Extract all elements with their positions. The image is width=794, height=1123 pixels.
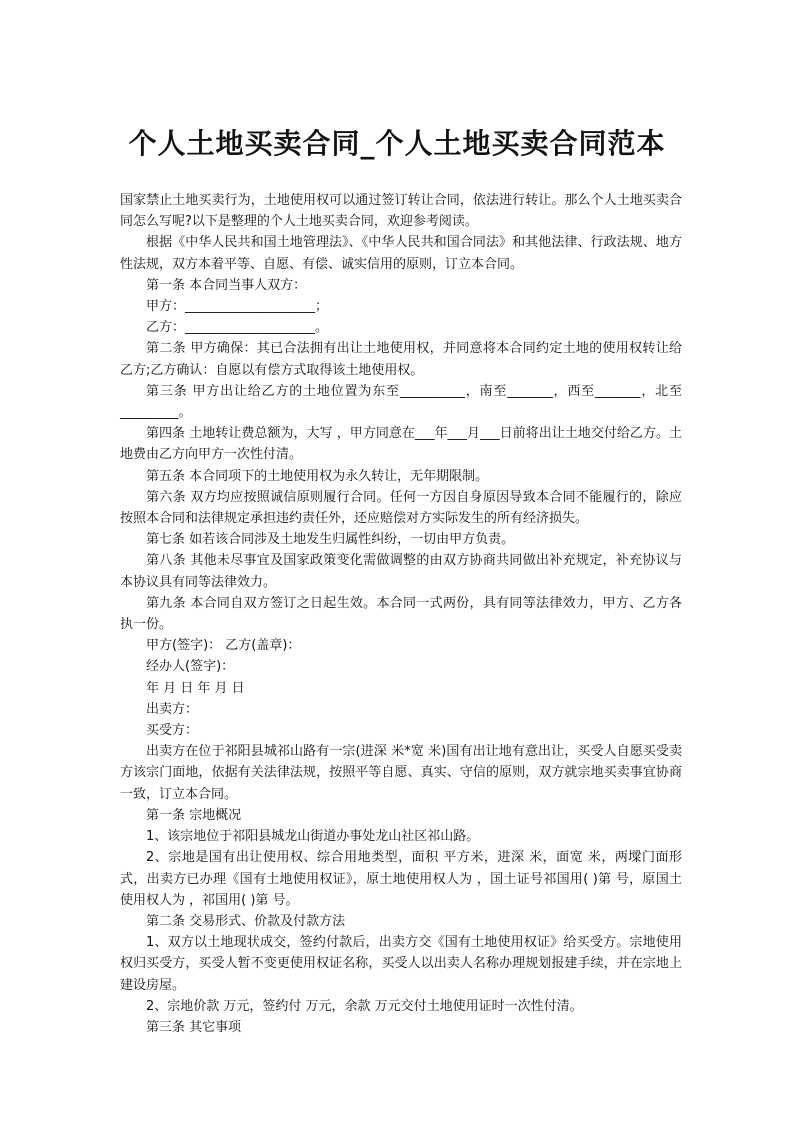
paragraph: 第二条 甲方确保：其已合法拥有出让土地使用权，并同意将本合同约定土地的使用权转让给乙方;乙方确认：自愿以有偿方式取得该土地使用权。 [120,341,682,378]
paragraph: 甲方：____________________； [146,299,329,315]
paragraph: 第八条 其他未尽事宜及国家政策变化需做调整的由双方协商共同做出补充规定，补充协议与本协议具有同等法律效力。 [120,553,682,590]
paragraph: 2、宗地价款 万元，签约付 万元，余款 万元交付土地使用证时一次性付清。 [146,998,583,1014]
paragraph: 乙方：____________________。 [146,320,329,336]
paragraph: 1、双方以土地现状成交，签约付款后，出卖方交《国有土地使用权证》给买受方。宗地使用权归买受方，买受人暂不变更使用权证名称，买受人以出卖人名称办理规划报建手续，并在宗地上建设房屋。 [120,935,682,993]
paragraph: 第二条 交易形式、价款及付款方法 [146,913,346,929]
paragraph: 买受方： [146,723,199,739]
paragraph: 国家禁止土地买卖行为，土地使用权可以通过签订转让合同，依法进行转让。那么个人土地买卖合同怎么写呢?以下是整理的个人土地买卖合同，欢迎参考阅读。 [120,193,682,230]
paragraph: 出卖方在位于祁阳县城祁山路有一宗(进深 米*宽 米)国有出让地有意出让，买受人自愿买受卖方该宗门面地，依据有关法律法规，按照平等自愿、真实、守信的原则，双方就宗地买卖事宜协商一致，订立本合同。 [120,744,682,802]
paragraph: 2、宗地是国有出让使用权、综合用地类型，面积 平方米，进深 米，面宽 米，两墚门面形式，出卖方已办理《国有土地使用权证》，原土地使用权人为 ，国土证号祁国用( )第 号，原国土使用权人为 ，祁国用( )第 号。 [120,850,682,908]
paragraph: 年 月 日 年 月 日 [146,680,245,696]
paragraph: 出卖方： [146,701,199,717]
paragraph: 第一条 宗地概况 [146,807,242,823]
paragraph: 第九条 本合同自双方签订之日起生效。本合同一式两份，具有同等法律效力，甲方、乙方各执一份。 [120,595,682,633]
paragraph: 根据《中华人民共和国土地管理法》、《中华人民共和国合同法》和其他法律、行政法规、地方性法规，双方本着平等、自愿、有偿、诚实信用的原则，订立本合同。 [120,235,682,272]
paragraph: 第四条 土地转让费总额为，大写 ，甲方同意在___年___月___日前将出让土地交付给乙方。土地费由乙方向甲方一次性付清。 [120,426,682,463]
paragraph: 第三条 甲方出让给乙方的土地位置为东至__________，南至_______，西至_______，北至_________。 [120,383,682,421]
document-title: 个人土地买卖合同_个人土地买卖合同范本 [128,127,666,160]
paragraph: 第三条 其它事项 [146,1019,242,1035]
paragraph: 第七条 如若该合同涉及土地发生归属性纠纷，一切由甲方负责。 [146,532,515,548]
document-body [120,190,682,1038]
paragraph: 经办人(签字)： [146,659,235,675]
paragraph: 第六条 双方均应按照诚信原则履行合同。任何一方因自身原因导致本合同不能履行的，除应按照本合同和法律规定承担违约责任外，还应赔偿对方实际发生的所有经济损失。 [120,489,682,527]
paragraph: 甲方(签字)： 乙方(盖章)： [146,638,301,654]
paragraph: 第五条 本合同项下的土地使用权为永久转让，无年期限制。 [146,468,489,484]
paragraph: 1、该宗地位于祁阳县城龙山街道办事处龙山社区祁山路。 [146,829,480,845]
paragraph: 第一条 本合同当事人双方： [146,277,307,293]
